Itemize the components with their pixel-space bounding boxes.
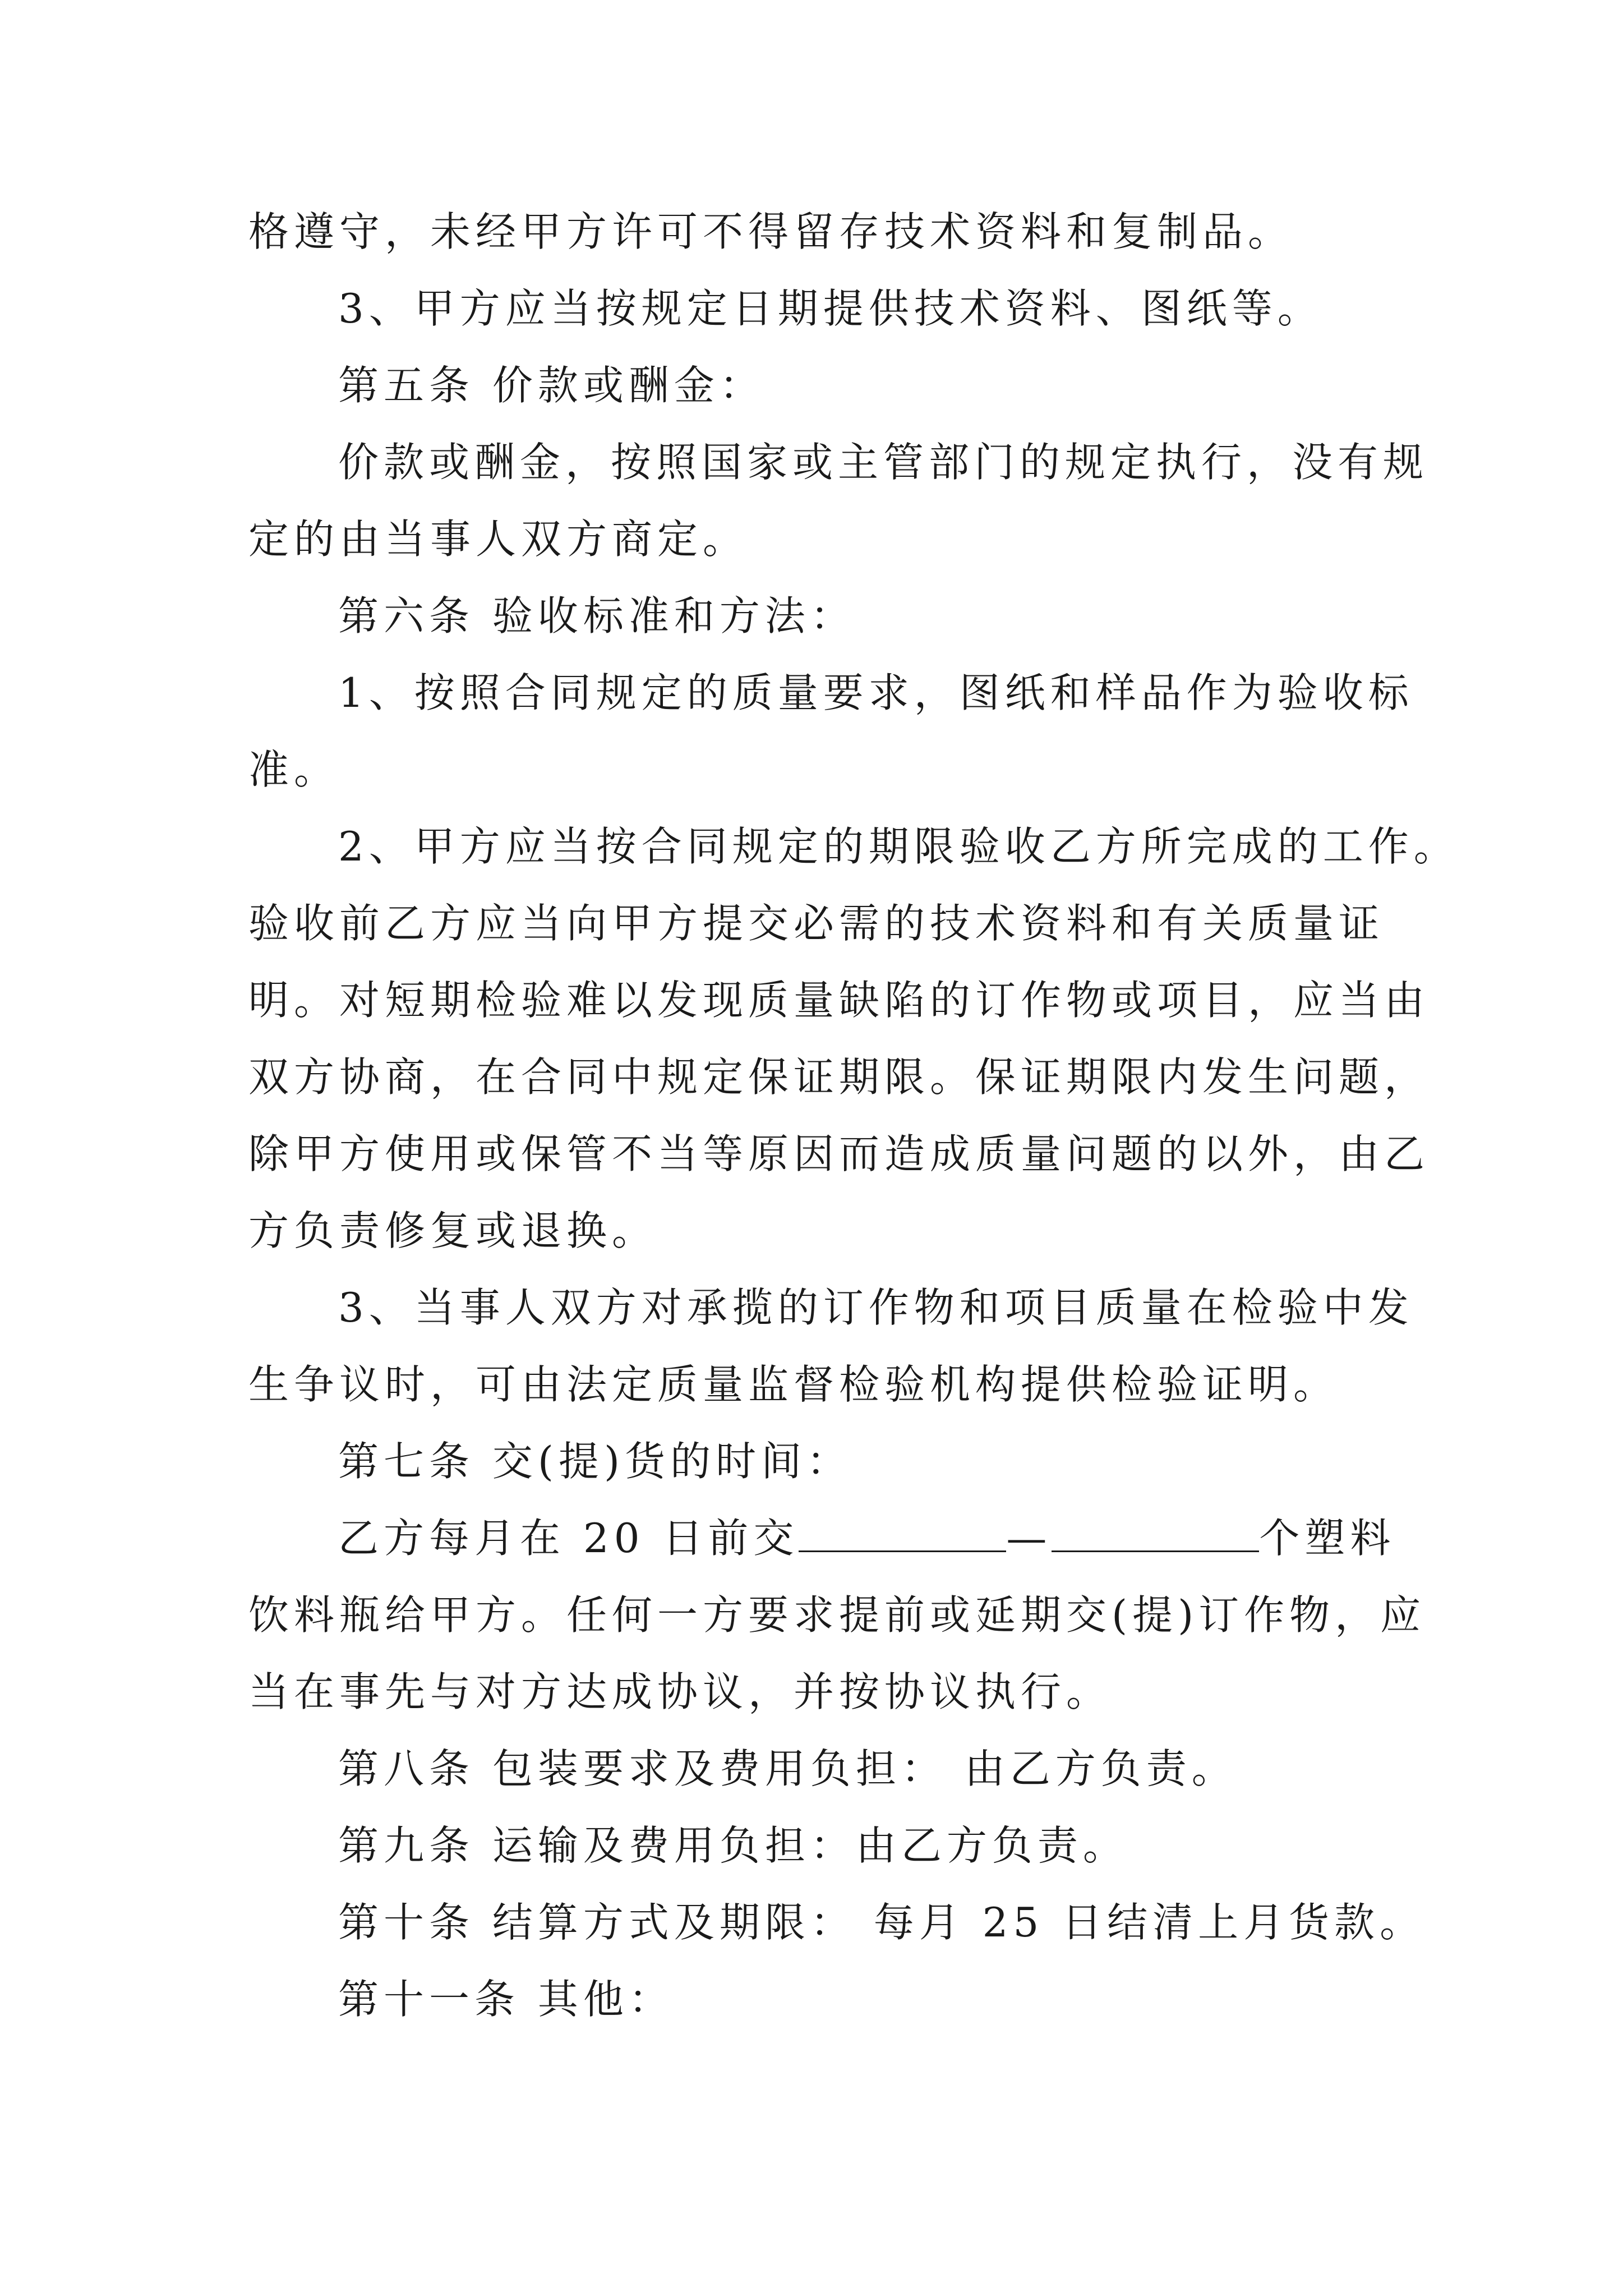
text-line: 3、甲方应当按规定日期提供技术资料、图纸等。 bbox=[338, 285, 1323, 332]
delivery-text-after: 个塑料 bbox=[1259, 1515, 1396, 1562]
text-line: 当在事先与对方达成协议，并按协议执行。 bbox=[248, 1668, 1112, 1715]
text-line: 定的由当事人双方商定。 bbox=[248, 516, 749, 563]
article-heading: 第八条 包装要求及费用负担： 由乙方负责。 bbox=[338, 1745, 1237, 1792]
text-line: 2、甲方应当按合同规定的期限验收乙方所完成的工作。 bbox=[338, 823, 1459, 870]
delivery-line bbox=[248, 1500, 1396, 1577]
article-heading: 第六条 验收标准和方法： bbox=[338, 592, 856, 639]
text-line: 双方协商，在合同中规定保证期限。保证期限内发生问题， bbox=[248, 1053, 1430, 1101]
fill-in-blank bbox=[799, 1516, 1006, 1552]
text-line: 除甲方使用或保管不当等原因而造成质量问题的以外，由乙 bbox=[248, 1130, 1430, 1177]
text-line: 1、按照合同规定的质量要求，图纸和样品作为验收标 bbox=[338, 669, 1414, 716]
delivery-dash: — bbox=[1006, 1515, 1052, 1562]
article-heading: 第五条 价款或酬金： bbox=[338, 362, 765, 409]
document-body bbox=[248, 194, 1459, 2038]
text-line: 生争议时，可由法定质量监督检验机构提供检验证明。 bbox=[248, 1361, 1339, 1408]
text-line: 饮料瓶给甲方。任何一方要求提前或延期交(提)订作物，应 bbox=[248, 1591, 1426, 1639]
text-line: 方负责修复或退换。 bbox=[248, 1207, 658, 1254]
article-heading: 第七条 交(提)货的时间： bbox=[338, 1438, 852, 1485]
fill-in-blank bbox=[1052, 1516, 1259, 1552]
article-heading: 第十一条 其他： bbox=[338, 1976, 674, 2023]
delivery-text-before: 乙方每月在 20 日前交 bbox=[338, 1515, 799, 1562]
text-line: 准。 bbox=[248, 746, 340, 793]
text-line: 验收前乙方应当向甲方提交必需的技术资料和有关质量证 bbox=[248, 900, 1385, 947]
article-heading: 第十条 结算方式及期限： 每月 25 日结清上月货款。 bbox=[338, 1899, 1426, 1946]
text-line: 价款或酬金，按照国家或主管部门的规定执行，没有规 bbox=[338, 439, 1429, 486]
text-line: 明。对短期检验难以发现质量缺陷的订作物或项目，应当由 bbox=[248, 977, 1430, 1024]
article-heading: 第九条 运输及费用负担：由乙方负责。 bbox=[338, 1822, 1128, 1869]
text-line: 格遵守，未经甲方许可不得留存技术资料和复制品。 bbox=[248, 208, 1294, 255]
text-line: 3、当事人双方对承揽的订作物和项目质量在检验中发 bbox=[338, 1284, 1414, 1331]
